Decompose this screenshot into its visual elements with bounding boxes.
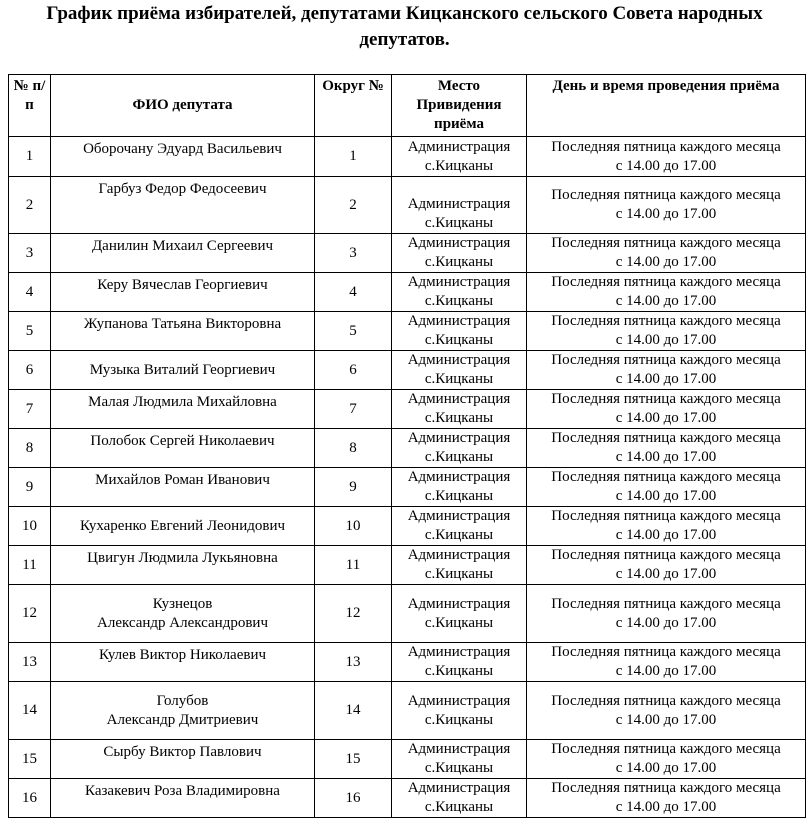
row-num: 8 <box>9 429 51 468</box>
place-line-2: с.Кицканы <box>424 371 494 387</box>
time-line-1: Последняя пятница каждого месяца <box>551 352 781 368</box>
row-place <box>392 643 527 682</box>
row-name: Кулев Виктор Николаевич <box>51 643 315 682</box>
row-num: 4 <box>9 273 51 312</box>
row-time <box>527 234 806 273</box>
table-row <box>9 177 806 234</box>
time-line-2: с 14.00 до 17.00 <box>615 158 717 174</box>
row-place <box>392 779 527 818</box>
row-num: 15 <box>9 740 51 779</box>
row-time <box>527 429 806 468</box>
row-name <box>51 585 315 643</box>
row-place <box>392 507 527 546</box>
row-district: 11 <box>315 546 392 585</box>
row-district: 16 <box>315 779 392 818</box>
time-line-2: с 14.00 до 17.00 <box>615 527 717 543</box>
time-line-2: с 14.00 до 17.00 <box>615 254 717 270</box>
header-name: ФИО депутата <box>51 75 315 137</box>
time-line-1: Последняя пятница каждого месяца <box>551 139 781 155</box>
place-line-2: с.Кицканы <box>424 566 494 582</box>
time-line-1: Последняя пятница каждого месяца <box>551 780 781 796</box>
place-line-1: Администрация <box>407 139 511 155</box>
row-name <box>51 682 315 740</box>
row-num: 6 <box>9 351 51 390</box>
name-line-1: Кузнецов <box>152 595 213 612</box>
place-line-2: с.Кицканы <box>424 760 494 776</box>
row-time <box>527 682 806 740</box>
row-time <box>527 468 806 507</box>
place-line-1: Администрация <box>407 547 511 563</box>
row-time <box>527 390 806 429</box>
row-num: 10 <box>9 507 51 546</box>
row-name: Оборочану Эдуард Васильевич <box>51 137 315 177</box>
table-row <box>9 546 806 585</box>
time-line-1: Последняя пятница каждого месяца <box>551 274 781 290</box>
time-line-1: Последняя пятница каждого месяца <box>551 692 781 709</box>
place-line-1: Администрация <box>407 313 511 329</box>
row-district: 7 <box>315 390 392 429</box>
table-row <box>9 429 806 468</box>
place-line-2: с.Кицканы <box>424 614 494 631</box>
time-line-1: Последняя пятница каждого месяца <box>551 741 781 757</box>
row-place <box>392 234 527 273</box>
row-district: 1 <box>315 137 392 177</box>
place-line-2: с.Кицканы <box>424 663 494 679</box>
row-num: 3 <box>9 234 51 273</box>
document-title-line-2: депутатов. <box>359 29 450 50</box>
row-district: 6 <box>315 351 392 390</box>
row-place <box>392 429 527 468</box>
row-name: Музыка Виталий Георгиевич <box>51 351 315 390</box>
place-line-1: Администрация <box>407 508 511 524</box>
table-row <box>9 682 806 740</box>
row-num: 5 <box>9 312 51 351</box>
place-line-1: Администрация <box>407 196 511 212</box>
row-time <box>527 177 806 234</box>
row-name: Полобок Сергей Николаевич <box>51 429 315 468</box>
row-place <box>392 312 527 351</box>
time-line-1: Последняя пятница каждого месяца <box>551 508 781 524</box>
row-name: Цвигун Людмила Лукьяновна <box>51 546 315 585</box>
row-name: Кухаренко Евгений Леонидович <box>51 507 315 546</box>
row-name: Данилин Михаил Сергеевич <box>51 234 315 273</box>
header-place: Место Привидения приёма <box>392 75 527 137</box>
document-title-line-1: График приёма избирателей, депутатами Кицканского сельского Совета народных <box>46 3 763 24</box>
row-district: 5 <box>315 312 392 351</box>
row-name: Жупанова Татьяна Викторовна <box>51 312 315 351</box>
time-line-1: Последняя пятница каждого месяца <box>551 469 781 485</box>
row-place <box>392 137 527 177</box>
time-line-1: Последняя пятница каждого месяца <box>551 187 781 203</box>
row-district: 14 <box>315 682 392 740</box>
table-row <box>9 390 806 429</box>
row-num: 14 <box>9 682 51 740</box>
place-line-2: с.Кицканы <box>424 410 494 426</box>
row-district: 2 <box>315 177 392 234</box>
row-time <box>527 779 806 818</box>
row-num: 7 <box>9 390 51 429</box>
table-header-row <box>9 75 806 137</box>
place-line-2: с.Кицканы <box>424 254 494 270</box>
row-time <box>527 546 806 585</box>
time-line-2: с 14.00 до 17.00 <box>615 711 717 728</box>
time-line-2: с 14.00 до 17.00 <box>615 410 717 426</box>
place-line-2: с.Кицканы <box>424 488 494 504</box>
table-row <box>9 643 806 682</box>
row-num: 12 <box>9 585 51 643</box>
row-time <box>527 137 806 177</box>
row-district: 15 <box>315 740 392 779</box>
row-place <box>392 740 527 779</box>
row-place <box>392 468 527 507</box>
place-line-2: с.Кицканы <box>424 711 494 728</box>
row-place <box>392 546 527 585</box>
table-row <box>9 351 806 390</box>
row-district: 12 <box>315 585 392 643</box>
row-name: Керу Вячеслав Георгиевич <box>51 273 315 312</box>
row-district: 9 <box>315 468 392 507</box>
place-line-2: с.Кицканы <box>424 293 494 309</box>
name-line-2: Александр Александрович <box>97 614 268 631</box>
row-place <box>392 177 527 234</box>
table-row <box>9 273 806 312</box>
row-time <box>527 585 806 643</box>
time-line-2: с 14.00 до 17.00 <box>615 206 717 222</box>
row-num: 16 <box>9 779 51 818</box>
time-line-2: с 14.00 до 17.00 <box>615 332 717 348</box>
row-name: Малая Людмила Михайловна <box>51 390 315 429</box>
time-line-1: Последняя пятница каждого месяца <box>551 644 781 660</box>
row-num: 1 <box>9 137 51 177</box>
row-time <box>527 507 806 546</box>
row-time <box>527 273 806 312</box>
time-line-2: с 14.00 до 17.00 <box>615 799 717 815</box>
place-line-2: с.Кицканы <box>424 449 494 465</box>
place-line-1: Администрация <box>407 644 511 660</box>
table-row <box>9 468 806 507</box>
row-name: Казакевич Роза Владимировна <box>51 779 315 818</box>
place-line-1: Администрация <box>407 780 511 796</box>
place-line-1: Администрация <box>407 741 511 757</box>
row-place <box>392 682 527 740</box>
place-line-1: Администрация <box>407 274 511 290</box>
header-time: День и время проведения приёма <box>527 75 806 137</box>
header-district: Округ № <box>315 75 392 137</box>
reception-schedule-table <box>8 74 806 818</box>
row-time <box>527 740 806 779</box>
table-row <box>9 312 806 351</box>
table-row <box>9 585 806 643</box>
row-place <box>392 390 527 429</box>
time-line-2: с 14.00 до 17.00 <box>615 614 717 631</box>
place-line-2: с.Кицканы <box>424 799 494 815</box>
row-name: Сырбу Виктор Павлович <box>51 740 315 779</box>
place-line-1: Администрация <box>407 430 511 446</box>
name-line-1: Голубов <box>156 692 209 709</box>
row-num: 13 <box>9 643 51 682</box>
time-line-2: с 14.00 до 17.00 <box>615 760 717 776</box>
row-place <box>392 273 527 312</box>
row-district: 8 <box>315 429 392 468</box>
row-name: Гарбуз Федор Федосеевич <box>51 177 315 234</box>
row-district: 3 <box>315 234 392 273</box>
table-row <box>9 779 806 818</box>
time-line-1: Последняя пятница каждого месяца <box>551 391 781 407</box>
place-line-1: Администрация <box>407 391 511 407</box>
time-line-2: с 14.00 до 17.00 <box>615 371 717 387</box>
time-line-1: Последняя пятница каждого месяца <box>551 430 781 446</box>
row-district: 13 <box>315 643 392 682</box>
row-num: 2 <box>9 177 51 234</box>
time-line-1: Последняя пятница каждого месяца <box>551 595 781 612</box>
row-num: 9 <box>9 468 51 507</box>
row-time <box>527 643 806 682</box>
header-num: № п/п <box>9 75 51 137</box>
table-row <box>9 740 806 779</box>
place-line-2: с.Кицканы <box>424 332 494 348</box>
time-line-1: Последняя пятница каждого месяца <box>551 547 781 563</box>
table-row <box>9 507 806 546</box>
row-name: Михайлов Роман Иванович <box>51 468 315 507</box>
time-line-1: Последняя пятница каждого месяца <box>551 235 781 251</box>
time-line-2: с 14.00 до 17.00 <box>615 566 717 582</box>
time-line-2: с 14.00 до 17.00 <box>615 293 717 309</box>
place-line-1: Администрация <box>407 595 511 612</box>
place-line-2: с.Кицканы <box>424 158 494 174</box>
row-place <box>392 585 527 643</box>
document-title <box>0 1 809 53</box>
place-line-1: Администрация <box>407 469 511 485</box>
table-row <box>9 137 806 177</box>
time-line-2: с 14.00 до 17.00 <box>615 449 717 465</box>
row-district: 4 <box>315 273 392 312</box>
place-line-2: с.Кицканы <box>424 215 494 231</box>
time-line-1: Последняя пятница каждого месяца <box>551 313 781 329</box>
row-num: 11 <box>9 546 51 585</box>
place-line-2: с.Кицканы <box>424 527 494 543</box>
row-time <box>527 351 806 390</box>
row-district: 10 <box>315 507 392 546</box>
row-place <box>392 351 527 390</box>
row-time <box>527 312 806 351</box>
place-line-1: Администрация <box>407 235 511 251</box>
place-line-1: Администрация <box>407 352 511 368</box>
name-line-2: Александр Дмитриевич <box>106 711 259 728</box>
time-line-2: с 14.00 до 17.00 <box>615 663 717 679</box>
table-row <box>9 234 806 273</box>
place-line-1: Администрация <box>407 692 511 709</box>
time-line-2: с 14.00 до 17.00 <box>615 488 717 504</box>
